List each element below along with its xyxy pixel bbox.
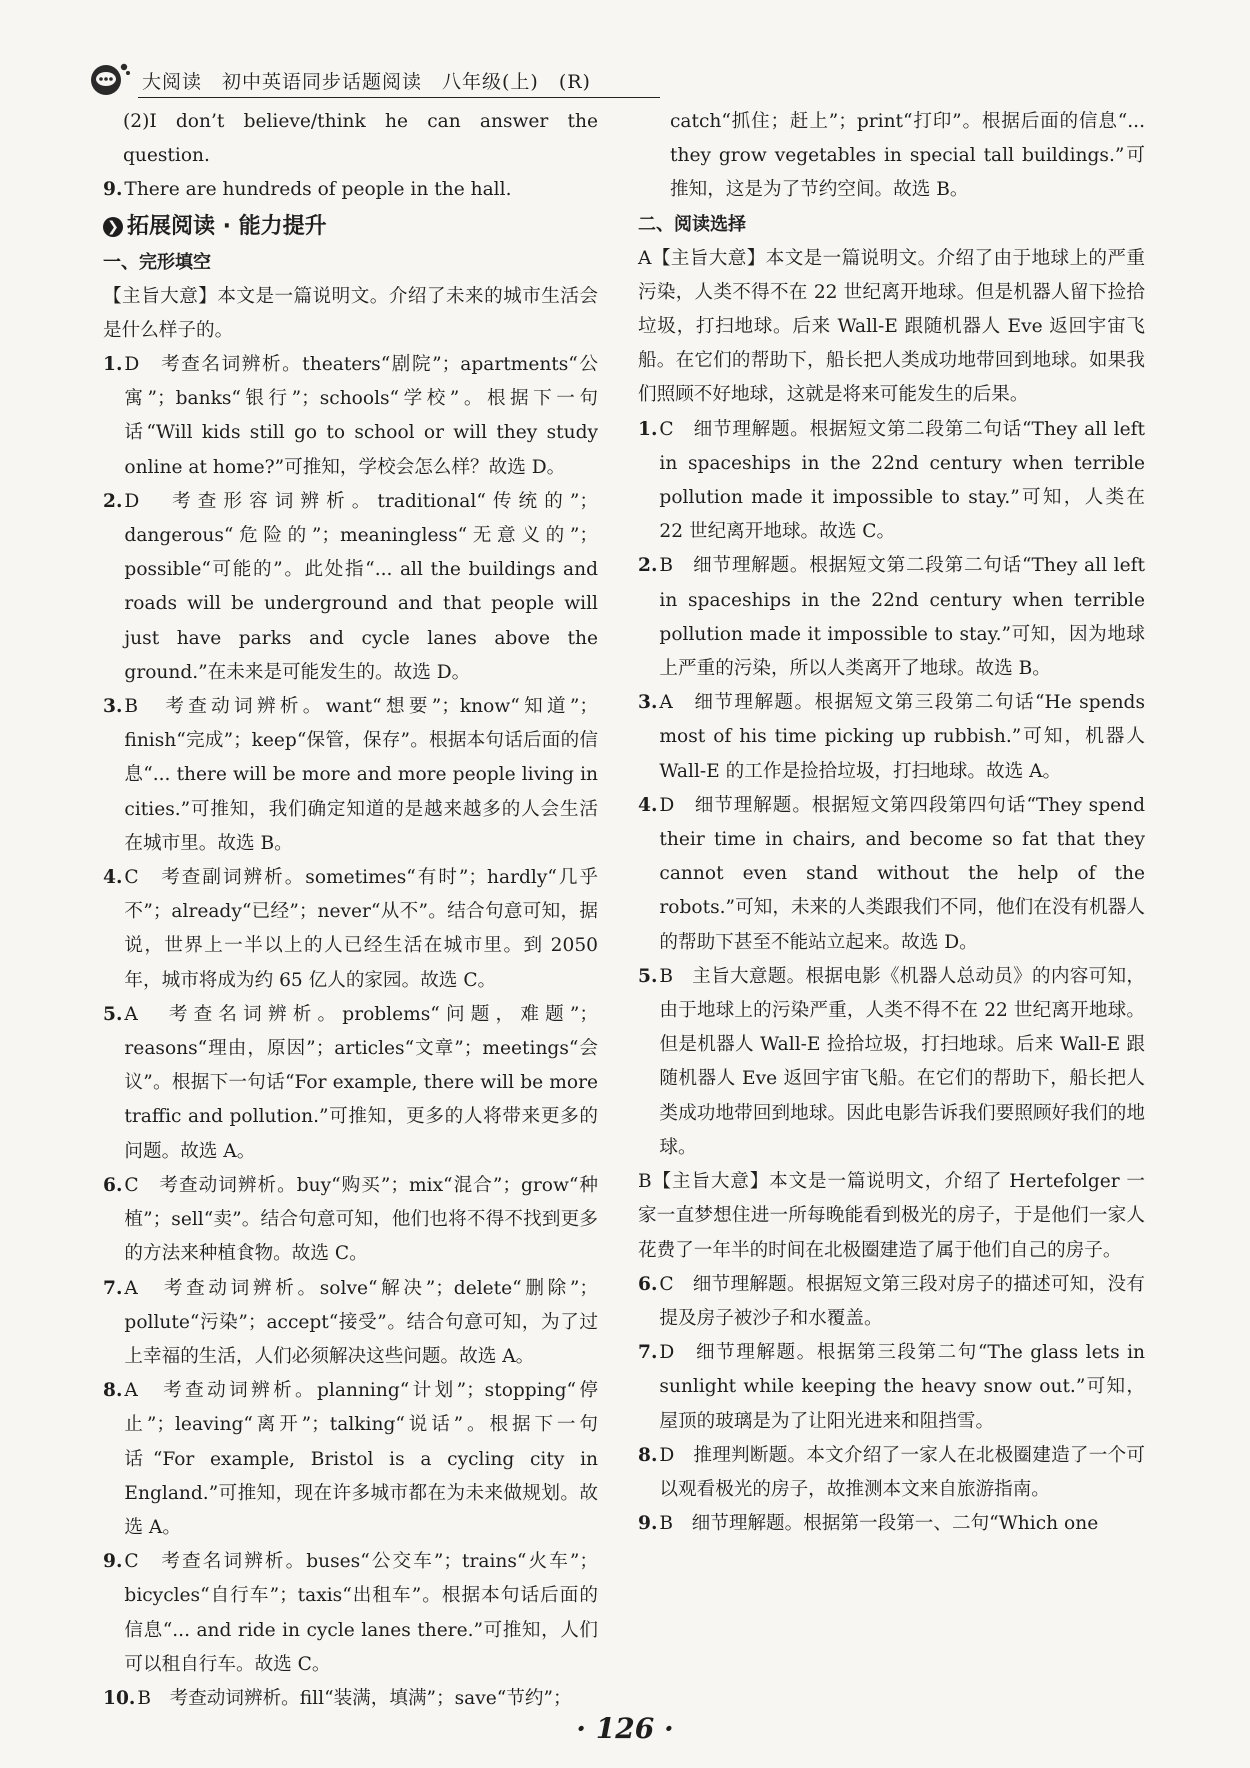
item-number: 8.	[638, 1444, 658, 1466]
answer-item	[103, 173, 598, 207]
item-text: C 细节理解题。根据短文第二段第二句话“They all left in spaceships in the 22nd century when terrible pollution made it impossible to stay.”可知，人类在 22 世纪离开地球。故选 C。	[659, 418, 1145, 543]
answer-item	[103, 348, 598, 485]
item-number: 9.	[638, 1513, 658, 1535]
answer-item	[103, 1545, 598, 1682]
section-title	[103, 208, 598, 246]
item-number: 2.	[103, 490, 123, 512]
item-text: C 细节理解题。根据短文第三段对房子的描述可知，没有提及房子被沙子和水覆盖。	[659, 1273, 1145, 1329]
item-text: D 考查名词辨析。theaters“剧院”；apartments“公寓”；banks“银行”；schools“学校”。根据下一句话“Will kids still go to school or will they study online at home?”可推知，学校会怎么样？故选 D。	[124, 354, 598, 478]
item-text: D 细节理解题。根据第三段第二句“The glass lets in sunlight while keeping the heavy snow out.”可知，屋顶的玻璃是为了让阳光进来和阻挡雪。	[659, 1342, 1145, 1432]
continued-text: catch“抓住；赶上”；print“打印”。根据后面的信息“... they grow vegetables in special tall buildings.”可推知，这是为了节约空间。故选 B。	[670, 111, 1145, 201]
item-text: A 考查动词辨析。solve“解决”；delete“删除”；pollute“污染”；accept“接受”。结合句意可知，为了过上幸福的生活，人们必须解决这些问题。故选 A。	[124, 1277, 598, 1367]
item-number: 3.	[638, 692, 658, 714]
answer-item	[638, 1507, 1145, 1541]
item-number: 7.	[103, 1277, 123, 1299]
answer-item	[103, 1272, 598, 1375]
page-number-bullet-right: ·	[654, 1712, 674, 1745]
item-text: D 细节理解题。根据短文第四段第四句话“They spend their time in chairs, and become so fat that they cannot even stand without the help of the robots.”可知，未来的人类跟我们不同，他们在没有机器人的帮助下甚至不能站立起来。故选 D。	[659, 794, 1145, 953]
answer-item	[103, 1169, 598, 1272]
header-rule	[138, 97, 660, 98]
page-number-bullet-left: ·	[576, 1712, 596, 1745]
item-number: 4.	[103, 867, 123, 889]
left-column	[103, 105, 598, 1716]
item-number: 6.	[638, 1273, 658, 1295]
item-number: 9.	[103, 1551, 123, 1573]
section-title-text: 拓展阅读 · 能力提升	[127, 213, 327, 239]
item-number: 5.	[638, 965, 658, 987]
item-text: A 考查名词辨析。problems“问题，难题”；reasons“理由，原因”；articles“文章”；meetings“会议”。根据下一句话“For example, there will be more traffic and pollution.”可推知，更多的人将带来更多的问题。故选 A。	[124, 1003, 598, 1162]
answer-item	[103, 1682, 598, 1716]
item-number: 1.	[638, 418, 658, 440]
item-text: C 考查名词辨析。buses“公交车”；trains“火车”；bicycles“自行车”；taxis“出租车”。根据本句话后面的信息“... and ride in cycle lanes there.”可推知，人们可以租自行车。故选 C。	[124, 1551, 598, 1675]
answer-item	[638, 960, 1145, 1165]
item-text: C 考查动词辨析。buy“购买”；mix“混合”；grow“种植”；sell“卖”。结合句意可知，他们也将不得不找到更多的方法来种植食物。故选 C。	[124, 1174, 598, 1265]
item-text: There are hundreds of people in the hall.	[124, 179, 512, 201]
item-number: 3.	[103, 696, 123, 718]
sub-title: 二、阅读选择	[638, 213, 746, 235]
item-number: 4.	[638, 794, 658, 816]
item-number: 6.	[103, 1174, 123, 1196]
right-column	[638, 105, 1145, 1541]
item-text: B 细节理解题。根据短文第二段第二句话“They all left in spaceships in the 22nd century when terrible pollution made it impossible to stay.”可知，因为地球上严重的污染，所以人类离开了地球。故选 B。	[659, 555, 1145, 680]
answer-item	[638, 413, 1145, 550]
page-number-text: 126	[595, 1712, 655, 1745]
header-title: 大阅读 初中英语同步话题阅读 八年级(上) (R)	[142, 71, 591, 93]
answer-item	[638, 549, 1145, 686]
answer-item	[638, 1439, 1145, 1507]
answer-item	[638, 686, 1145, 789]
answer-item	[638, 789, 1145, 960]
answer-line: (2)I don’t believe/think he can answer the question.	[123, 111, 598, 167]
item-number: 5.	[103, 1003, 123, 1025]
item-number: 8.	[103, 1380, 123, 1402]
item-text: B 主旨大意题。根据电影《机器人总动员》的内容可知，由于地球上的污染严重，人类不得不在 22 世纪离开地球。但是机器人 Wall-E 捡拾垃圾，打扫地球。后来 Wall-E 跟随机器人 Eve 返回宇宙飞船。在它们的帮助下，船长把人类成功地带回到地球。因此电影告诉我们要照顾好我们的地球。	[659, 965, 1145, 1158]
item-text: A 细节理解题。根据短文第三段第二句话“He spends most of his time picking up rubbish.”可知，机器人 Wall-E 的工作是捡拾垃圾，打扫地球。故选 A。	[659, 692, 1145, 782]
item-number: 1.	[103, 354, 123, 376]
answer-item	[103, 1374, 598, 1545]
answer-item	[103, 690, 598, 861]
item-number: 7.	[638, 1342, 658, 1364]
item-text: B 考查动词辨析。want“想要”；know“知道”；finish“完成”；keep“保管，保存”。根据本句话后面的信息“... there will be more and more people living in cities.”可推知，我们确定知道的是越来越多的人会生活在城市里。故选 B。	[124, 696, 598, 854]
sub-title: 一、完形填空	[103, 251, 211, 273]
main-idea: A【主旨大意】本文是一篇说明文。介绍了由于地球上的严重污染，人类不得不在 22 世纪离开地球。但是机器人留下捡拾垃圾，打扫地球。后来 Wall-E 跟随机器人 Eve 返回宇宙飞船。在它们的帮助下，船长把人类成功地带回到地球。如果我们照顾不好地球，这就是将来可能发生的后果。	[638, 247, 1145, 406]
item-number: 2.	[638, 555, 658, 577]
item-number: 9.	[103, 179, 123, 201]
arrow-circle-icon: ❯	[103, 217, 123, 237]
item-text: B 考查动词辨析。fill“装满，填满”；save“节约”；	[137, 1687, 572, 1709]
running-header	[88, 58, 668, 98]
answer-item	[638, 1268, 1145, 1336]
item-text: D 推理判断题。本文介绍了一家人在北极圈建造了一个可以观看极光的房子，故推测本文来自旅游指南。	[659, 1444, 1145, 1500]
main-idea: B【主旨大意】本文是一篇说明文，介绍了 Hertefolger 一家一直梦想住进一所每晚能看到极光的房子，于是他们一家人花费了一年半的时间在北极圈建造了属于他们自己的房子。	[638, 1171, 1145, 1261]
answer-item	[103, 485, 598, 690]
answer-item	[638, 1336, 1145, 1439]
item-number: 10.	[103, 1687, 136, 1709]
answer-item	[103, 861, 598, 998]
main-idea: 【主旨大意】本文是一篇说明文。介绍了未来的城市生活会是什么样子的。	[103, 285, 598, 341]
book-logo-icon	[88, 58, 132, 98]
item-text: A 考查动词辨析。planning“计划”；stopping“停止”；leaving“离开”；talking“说话”。根据下一句话“For example, Bristol is a cycling city in England.”可推知，现在许多城市都在为未来做规划。故选 A。	[124, 1380, 598, 1538]
item-text: B 细节理解题。根据第一段第一、二句“Which one	[659, 1513, 1099, 1535]
answer-item	[103, 998, 598, 1169]
item-text: D 考查形容词辨析。traditional“传统的”；dangerous“危险的”；meaningless“无意义的”；possible“可能的”。此处指“... all the buildings and roads will be underground and that people will just have parks and cycle lanes above the ground.”在未来是可能发生的。故选 D。	[124, 490, 598, 683]
page-number	[0, 1712, 1250, 1745]
item-text: C 考查副词辨析。sometimes“有时”；hardly“几乎不”；already“已经”；never“从不”。结合句意可知，据说，世界上一半以上的人已经生活在城市里。到 2050年，城市将成为约 65 亿人的家园。故选 C。	[124, 867, 598, 991]
